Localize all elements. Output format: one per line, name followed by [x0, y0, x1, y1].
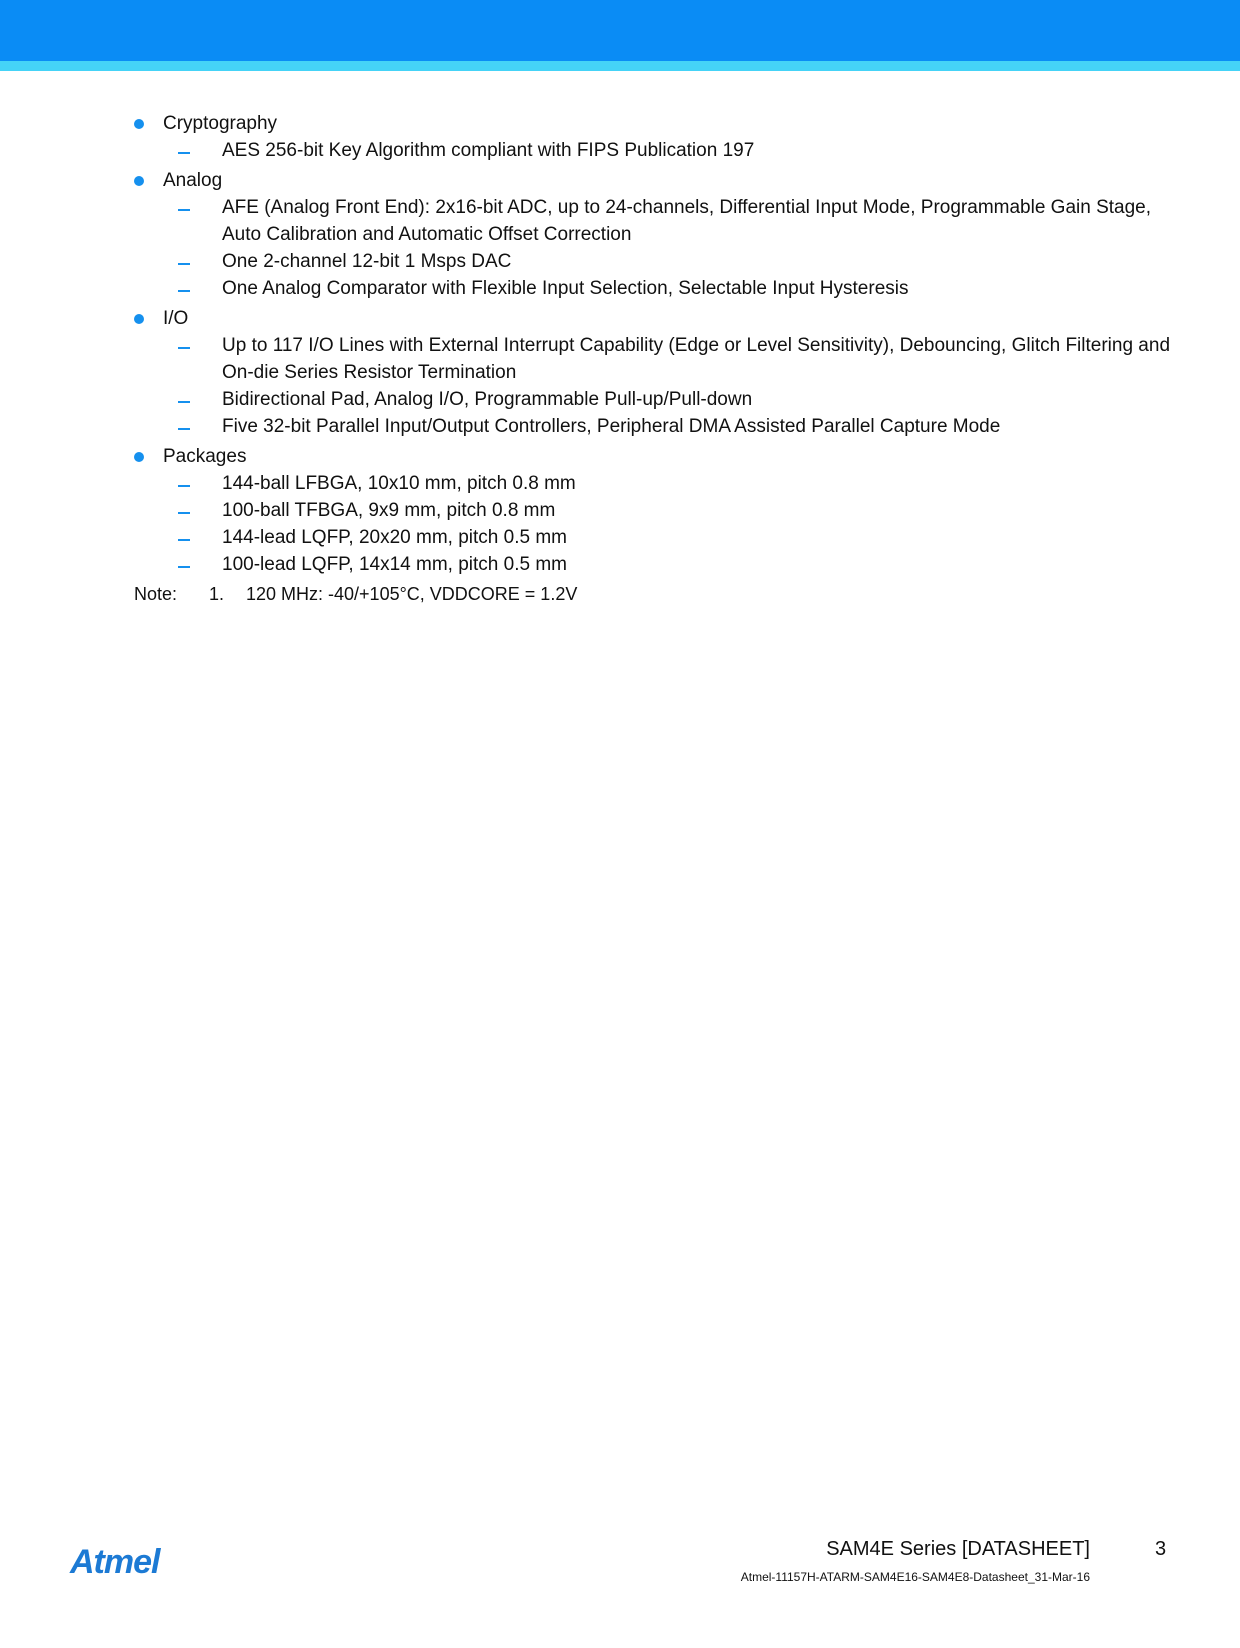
- atmel-logo: Atmel: [70, 1543, 160, 1581]
- note-number: 1.: [209, 584, 225, 604]
- note-label: Note:: [134, 584, 178, 604]
- section-list: [134, 110, 1184, 578]
- list-item: Bidirectional Pad, Analog I/O, Programmable Pull-up/Pull-down: [178, 386, 1184, 413]
- footnote: [134, 581, 1184, 607]
- page-number: 3: [1155, 1538, 1167, 1560]
- section-cryptography: [134, 110, 1184, 164]
- bullet-dot-icon: [134, 119, 144, 129]
- dash-icon: [178, 485, 190, 487]
- section-title: I/O: [163, 308, 189, 329]
- list-item: One Analog Comparator with Flexible Input Selection, Selectable Input Hysteresis: [178, 275, 1184, 302]
- list-item: 144-lead LQFP, 20x20 mm, pitch 0.5 mm: [178, 524, 1184, 551]
- section-analog: [134, 167, 1184, 302]
- dash-icon: [178, 566, 190, 568]
- feature-list: [134, 110, 1184, 607]
- list-item: One 2-channel 12-bit 1 Msps DAC: [178, 248, 1184, 275]
- document-title: SAM4E Series [DATASHEET]: [826, 1538, 1090, 1560]
- section-packages: [134, 443, 1184, 578]
- section-io: [134, 305, 1184, 440]
- list-item: AES 256-bit Key Algorithm compliant with FIPS Publication 197: [178, 137, 1184, 164]
- header-stripe: [0, 61, 1240, 71]
- document-id: Atmel-11157H-ATARM-SAM4E16-SAM4E8-Datasheet_31-Mar-16: [740, 1570, 1090, 1584]
- dash-icon: [178, 290, 190, 292]
- list-item: Up to 117 I/O Lines with External Interrupt Capability (Edge or Level Sensitivity), Debouncing, Glitch Filtering and On-die Series Resistor Termination: [178, 332, 1184, 386]
- dash-icon: [178, 539, 190, 541]
- dash-icon: [178, 512, 190, 514]
- bullet-dot-icon: [134, 176, 144, 186]
- list-item: 100-ball TFBGA, 9x9 mm, pitch 0.8 mm: [178, 497, 1184, 524]
- section-title: Packages: [163, 446, 247, 467]
- dash-icon: [178, 347, 190, 349]
- dash-icon: [178, 428, 190, 430]
- list-item: 144-ball LFBGA, 10x10 mm, pitch 0.8 mm: [178, 470, 1184, 497]
- bullet-dot-icon: [134, 452, 144, 462]
- bullet-dot-icon: [134, 314, 144, 324]
- dash-icon: [178, 152, 190, 154]
- list-item: AFE (Analog Front End): 2x16-bit ADC, up to 24-channels, Differential Input Mode, Programmable Gain Stage, Auto Calibration and Automatic Offset Correction: [178, 194, 1184, 248]
- section-title: Cryptography: [163, 113, 278, 134]
- dash-icon: [178, 209, 190, 211]
- list-item: 100-lead LQFP, 14x14 mm, pitch 0.5 mm: [178, 551, 1184, 578]
- note-text: 120 MHz: -40/+105°C, VDDCORE = 1.2V: [246, 584, 578, 604]
- list-item: Five 32-bit Parallel Input/Output Controllers, Peripheral DMA Assisted Parallel Capture Mode: [178, 413, 1184, 440]
- section-title: Analog: [163, 170, 223, 191]
- dash-icon: [178, 263, 190, 265]
- header-band: [0, 0, 1240, 61]
- dash-icon: [178, 401, 190, 403]
